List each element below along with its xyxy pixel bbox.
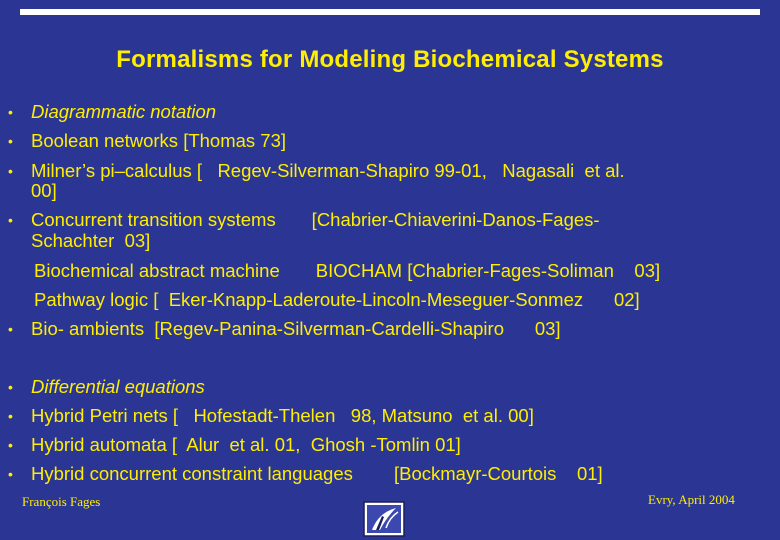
bullet-dot: • — [8, 379, 13, 395]
bullet-dot: • — [8, 466, 13, 482]
bullet-dot: • — [8, 321, 13, 337]
subline-pathway-logic: Pathway logic [ Eker-Knapp-Laderoute-Lincoln-Meseguer-Sonmez 02] — [34, 289, 640, 310]
top-divider-bar — [20, 9, 760, 15]
bullet-dot: • — [8, 212, 13, 228]
subline-biocham: Biochemical abstract machine BIOCHAM [Chabrier-Fages-Soliman 03] — [34, 260, 661, 281]
footer-author: François Fages — [22, 494, 101, 509]
bullet-dot: • — [8, 437, 13, 453]
bullet-text-diagrammatic: Diagrammatic notation — [31, 101, 217, 122]
inria-logo-icon — [360, 500, 408, 538]
footer-venue-date: Evry, April 2004 — [648, 492, 735, 507]
bullet-text-hybrid-automata: Hybrid automata [ Alur et al. 01, Ghosh -Tomlin 01] — [31, 434, 461, 455]
bullet-text-bio-ambients: Bio- ambients [Regev-Panina-Silverman-Cardelli-Shapiro 03] — [31, 318, 561, 339]
slide-title: Formalisms for Modeling Biochemical Systems — [116, 46, 664, 73]
bullet-text-boolean: Boolean networks [Thomas 73] — [31, 130, 287, 151]
bullet-text-hybrid-petri: Hybrid Petri nets [ Hofestadt-Thelen 98, Matsuno et al. 00] — [31, 405, 534, 426]
bullet-dot: • — [8, 163, 13, 179]
bullet-dot: • — [8, 133, 13, 149]
bullet-text-differential: Differential equations — [31, 376, 205, 397]
bullet-dot: • — [8, 104, 13, 120]
bullet-text-concurrent-cont: Schachter 03] — [31, 230, 151, 251]
bullet-text-concurrent: Concurrent transition systems [Chabrier-Chiaverini-Danos-Fages- — [31, 209, 600, 230]
bullet-text-hybrid-ccl: Hybrid concurrent constraint languages [Bockmayr-Courtois 01] — [31, 463, 603, 484]
bullet-text-pi-calculus: Milner’s pi–calculus [ Regev-Silverman-Shapiro 99-01, Nagasali et al. — [31, 160, 625, 181]
bullet-dot: • — [8, 408, 13, 424]
bullet-text-pi-calculus-cont: 00] — [31, 180, 57, 201]
